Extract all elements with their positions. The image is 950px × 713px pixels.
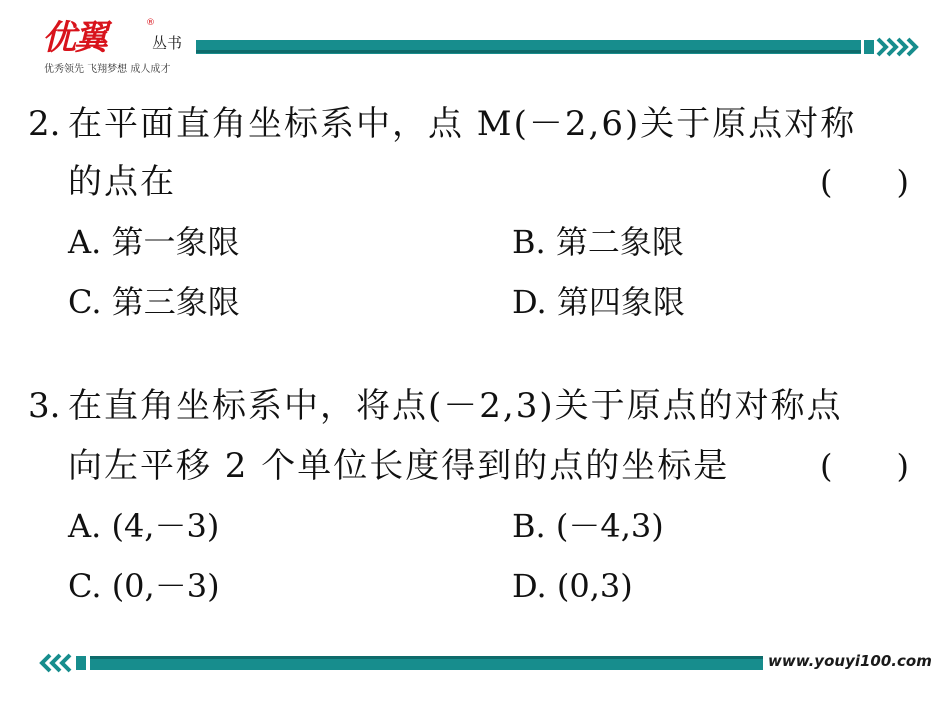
question-text-line-2: 向左平移 2 个单位长度得到的点的坐标是	[68, 446, 730, 486]
question-number: 2.	[28, 104, 61, 144]
chevron-right-icon	[864, 35, 920, 59]
answer-blank: ( )	[820, 447, 909, 485]
question-text-line-1: 在直角坐标系中，将点(－2,3)关于原点的对称点	[68, 386, 843, 426]
option-d: D. 第四象限	[512, 283, 685, 321]
chevron-left-icon	[38, 652, 88, 674]
brand-logo	[42, 18, 192, 74]
question-text-line-1: 在平面直角坐标系中，点 M(－2,6)关于原点对称	[68, 104, 857, 144]
website-link[interactable]: www.youyi100.com	[768, 652, 932, 670]
header-bar	[196, 40, 861, 54]
option-b: B. (－4,3)	[512, 507, 664, 545]
option-b: B. 第二象限	[512, 223, 684, 261]
option-c: C. (0,－3)	[68, 567, 220, 605]
option-a: A. 第一象限	[68, 223, 240, 261]
answer-blank: ( )	[820, 163, 909, 201]
registered-mark: ®	[146, 18, 155, 28]
logo-slogan: 优秀领先 飞翔梦想 成人成才	[44, 64, 171, 75]
question-text-line-2: 的点在	[68, 162, 176, 202]
logo-text: 优翼	[42, 18, 106, 58]
option-c: C. 第三象限	[68, 283, 240, 321]
footer-bar	[90, 656, 763, 670]
option-a: A. (4,－3)	[68, 507, 220, 545]
option-d: D. (0,3)	[512, 567, 633, 605]
logo-series: 丛书	[152, 34, 183, 52]
question-number: 3.	[28, 386, 61, 426]
